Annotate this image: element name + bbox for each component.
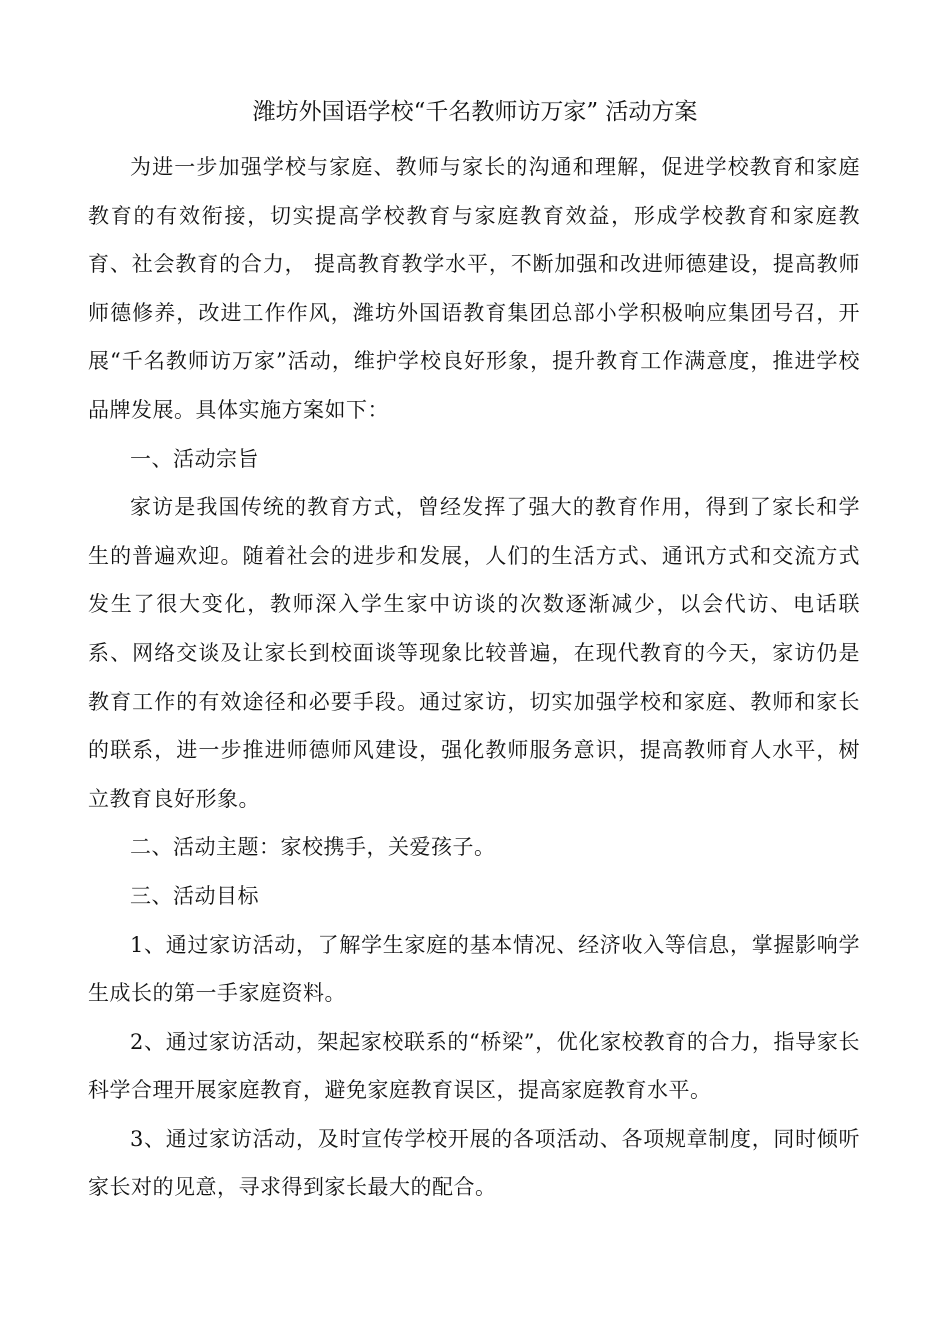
document-title: 潍坊外国语学校“千名教师访万家” 活动方案 <box>252 99 698 125</box>
section-heading-theme: 二、活动主题：家校携手，关爱孩子。 <box>130 835 496 860</box>
goal-item-1: 1、通过家访活动，了解学生家庭的基本情况、经济收入等信息，掌握影响学生成长的第一手家庭资料。 <box>88 932 860 1006</box>
intro-paragraph: 为进一步加强学校与家庭、教师与家长的沟通和理解，促进学校教育和家庭教育的有效衔接，切实提高学校教育与家庭教育效益，形成学校教育和家庭教育、社会教育的合力， 提高教育教学水平，不断加强和改进师德建设，提高教师师德修养，改进工作作风，潍坊外国语教育集团总部小学积极响应集团号召，开展“千名教师访万家”活动，维护学校良好形象，提升教育工作满意度，推进学校品牌发展。具体实施方案如下： <box>88 155 860 422</box>
goal-item-3: 3、通过家访活动，及时宣传学校开展的各项活动、各项规章制度，同时倾听家长对的见意，寻求得到家长最大的配合。 <box>88 1126 860 1200</box>
section-heading-goals: 三、活动目标 <box>130 883 259 908</box>
goal-item-2: 2、通过家访活动，架起家校联系的“桥梁”，优化家校教育的合力，指导家长科学合理开展家庭教育，避免家庭教育误区，提高家庭教育水平。 <box>88 1029 860 1103</box>
purpose-paragraph: 家访是我国传统的教育方式，曾经发挥了强大的教育作用，得到了家长和学生的普遍欢迎。随着社会的进步和发展，人们的生活方式、通讯方式和交流方式发生了很大变化，教师深入学生家中访谈的次数逐渐减少，以会代访、电话联系、网络交谈及让家长到校面谈等现象比较普遍，在现代教育的今天，家访仍是教育工作的有效途径和必要手段。通过家访，切实加强学校和家庭、教师和家长的联系，进一步推进师德师风建设，强化教师服务意识，提高教师育人水平，树立教育良好形象。 <box>88 495 860 811</box>
document-body <box>88 143 860 1212</box>
section-heading-purpose: 一、活动宗旨 <box>130 446 259 471</box>
